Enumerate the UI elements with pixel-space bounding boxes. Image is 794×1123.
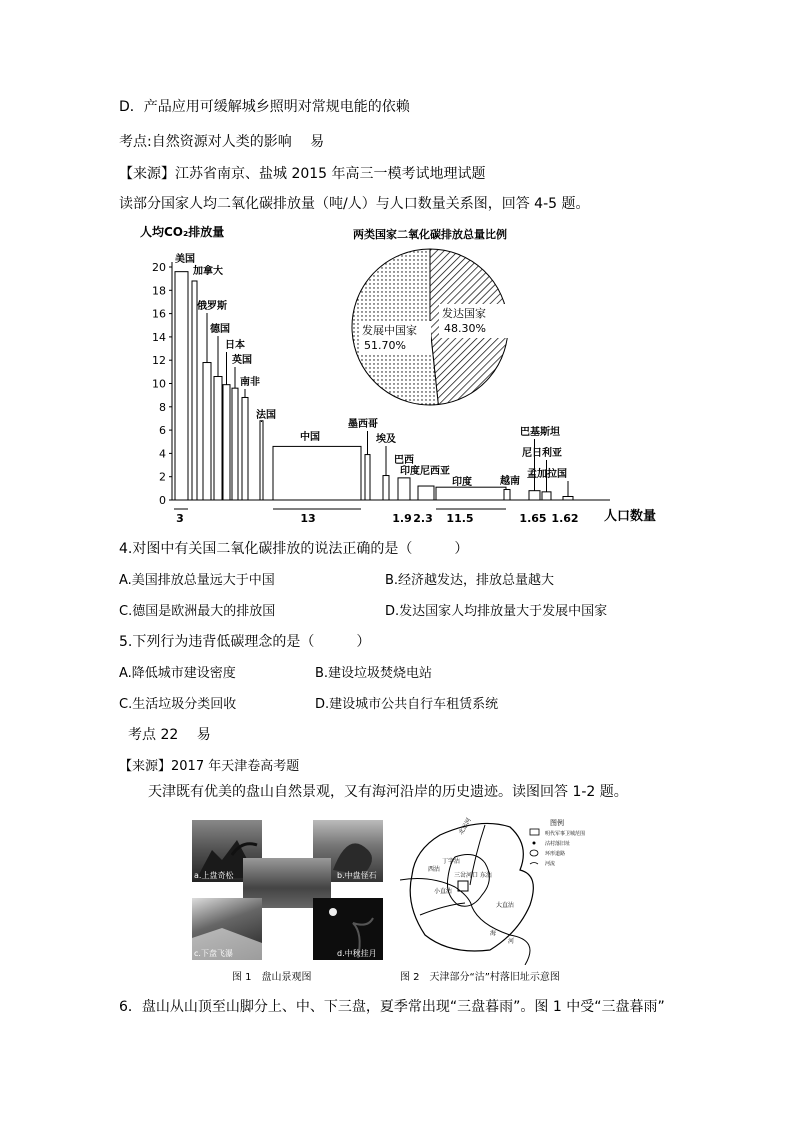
map-legend-title: 图例 <box>550 819 564 827</box>
map-label-dazhigu: 大直沽 <box>496 902 515 909</box>
bar-label: 法国 <box>256 410 276 421</box>
y-tick-label: 20 <box>152 261 166 274</box>
bar-label: 南非 <box>240 377 260 388</box>
map-label-sanchahekou: 三岔河口 <box>454 872 479 879</box>
legend-item-4: 河流 <box>545 861 556 867</box>
y-tick-label: 2 <box>159 470 166 484</box>
bar <box>383 476 389 500</box>
legend-item-2: 沽村落旧址 <box>545 841 571 847</box>
bar <box>232 388 238 500</box>
photo-a: a.上盘奇松 <box>192 820 262 882</box>
q4-option-b: B.经济越发达，排放总量越大 <box>385 573 555 588</box>
bar-label: 孟加拉国 <box>527 469 567 480</box>
q4-option-c: C.德国是欧洲最大的排放国 <box>119 604 276 619</box>
y-axis-title: 人均CO₂排放量 <box>140 225 225 239</box>
bar <box>418 486 434 500</box>
q5-option-d: D.建设城市公共自行车租赁系统 <box>315 697 499 712</box>
bar <box>504 490 510 500</box>
source-2017: 【来源】2017 年天津卷高考题 <box>119 759 300 774</box>
map-label-donggu: 东沽 <box>480 872 493 879</box>
q5-option-a: A.降低城市建设密度 <box>119 666 236 681</box>
bar-label: 墨西哥 <box>348 419 378 430</box>
y-tick-label: 4 <box>159 447 166 461</box>
kaodian-22: 考点 22 易 <box>128 727 211 743</box>
bar <box>563 497 573 500</box>
y-tick-label: 6 <box>159 424 166 438</box>
line-option-d: D．产品应用可缓解城乡照明对常规电能的依赖 <box>119 99 410 115</box>
population-label: 1.65 <box>519 512 547 525</box>
bar-label: 印度 <box>452 477 472 488</box>
y-tick-label: 0 <box>159 494 166 507</box>
bar <box>273 446 361 500</box>
pie-title: 两类国家二氧化碳排放总量比例 <box>353 228 507 241</box>
bar-label: 巴西 <box>394 455 414 466</box>
y-tick-label: 12 <box>152 354 166 368</box>
bar <box>542 492 551 500</box>
bar-label: 加拿大 <box>193 266 223 277</box>
co2-chart <box>140 222 670 527</box>
bar <box>436 487 506 500</box>
bar-label: 中国 <box>300 432 320 443</box>
population-label: 2.3 <box>413 512 433 525</box>
bar-label: 埃及 <box>376 434 396 445</box>
map-label-he: 河 <box>508 938 515 945</box>
pie-value: 48.30% <box>444 322 486 335</box>
line-instruction: 读部分国家人均二氧化碳排放量（吨/人）与人口数量关系图，回答 4-5 题。 <box>119 196 590 212</box>
bar <box>214 377 222 500</box>
y-tick-label: 18 <box>152 284 166 298</box>
bar <box>260 421 263 500</box>
photo-d: d.中秋挂月 <box>313 898 383 960</box>
bar <box>203 363 211 500</box>
population-label: 1.9 <box>392 512 412 525</box>
pie-label: 发展中国家 <box>362 324 417 337</box>
population-label: 13 <box>300 512 316 525</box>
bar-label: 俄罗斯 <box>197 301 227 312</box>
bar-label: 越南 <box>500 476 520 487</box>
x-axis-title: 人口数量 <box>604 509 657 524</box>
q4-option-a: A.美国排放总量远大于中国 <box>119 573 275 588</box>
legend-item-1: 明代军事卫城范围 <box>545 831 586 837</box>
bar <box>365 455 370 500</box>
bar-label: 日本 <box>225 340 245 351</box>
map-label-hai: 海 <box>490 930 497 937</box>
photo-c: c.下盘飞瀑 <box>192 898 262 960</box>
bar <box>398 478 410 500</box>
line-source: 【来源】江苏省南京、盐城 2015 年高三一模考试地理试题 <box>119 166 486 182</box>
q5-option-c: C.生活垃圾分类回收 <box>119 697 237 712</box>
pie-label: 发达国家 <box>442 307 486 320</box>
question-6: 6．盘山从山顶至山脚分上、中、下三盘，夏季常出现“三盘暮雨”。图 1 中受“三盘暮雨” <box>119 999 665 1015</box>
bar-label: 印度尼西亚 <box>400 466 450 477</box>
y-tick-label: 14 <box>152 330 166 344</box>
tianjin-map <box>400 815 630 965</box>
bar <box>192 281 197 500</box>
q4-option-d: D.发达国家人均排放量大于发展中国家 <box>385 604 608 619</box>
q5-option-b: B.建设垃圾焚烧电站 <box>315 666 433 681</box>
bar <box>175 272 188 500</box>
y-tick-label: 8 <box>159 400 166 414</box>
population-label: 1.62 <box>551 512 579 525</box>
population-label: 3 <box>176 512 184 525</box>
photo-b: b.中盘怪石 <box>313 820 383 882</box>
question-5: 5.下列行为违背低碳理念的是（ ） <box>119 634 371 650</box>
bar <box>529 491 540 500</box>
fig1-caption: 图 1 盘山景观图 <box>232 972 312 983</box>
map-label-dingzigu: 丁字沽 <box>442 858 461 865</box>
line-kaodian: 考点:自然资源对人类的影响 易 <box>119 134 325 150</box>
bar-label: 美国 <box>175 254 195 265</box>
population-label: 11.5 <box>446 512 474 525</box>
fig2-caption: 图 2 天津部分“沽”村落旧址示意图 <box>400 972 560 983</box>
bar-label: 德国 <box>210 324 230 335</box>
map-label-beiyunhe: 北运河 <box>457 816 473 836</box>
bar <box>242 397 248 500</box>
bar-label: 巴基斯坦 <box>520 427 560 438</box>
pie-value: 51.70% <box>364 339 406 352</box>
bar-label: 尼日利亚 <box>522 448 562 459</box>
y-tick-label: 16 <box>152 307 166 321</box>
map-label-xiaozhigu: 小直沽 <box>434 888 453 895</box>
question-4: 4.对图中有关国二氧化碳排放的说法正确的是（ ） <box>119 541 469 557</box>
bar <box>223 385 230 500</box>
y-tick-label: 10 <box>152 377 166 391</box>
map-label-xigu: 西沽 <box>428 866 441 873</box>
intro-2: 天津既有优美的盘山自然景观，又有海河沿岸的历史遗迹。读图回答 1-2 题。 <box>148 784 628 800</box>
bar-label: 英国 <box>232 355 252 366</box>
legend-item-3: 环形道路 <box>545 851 566 857</box>
